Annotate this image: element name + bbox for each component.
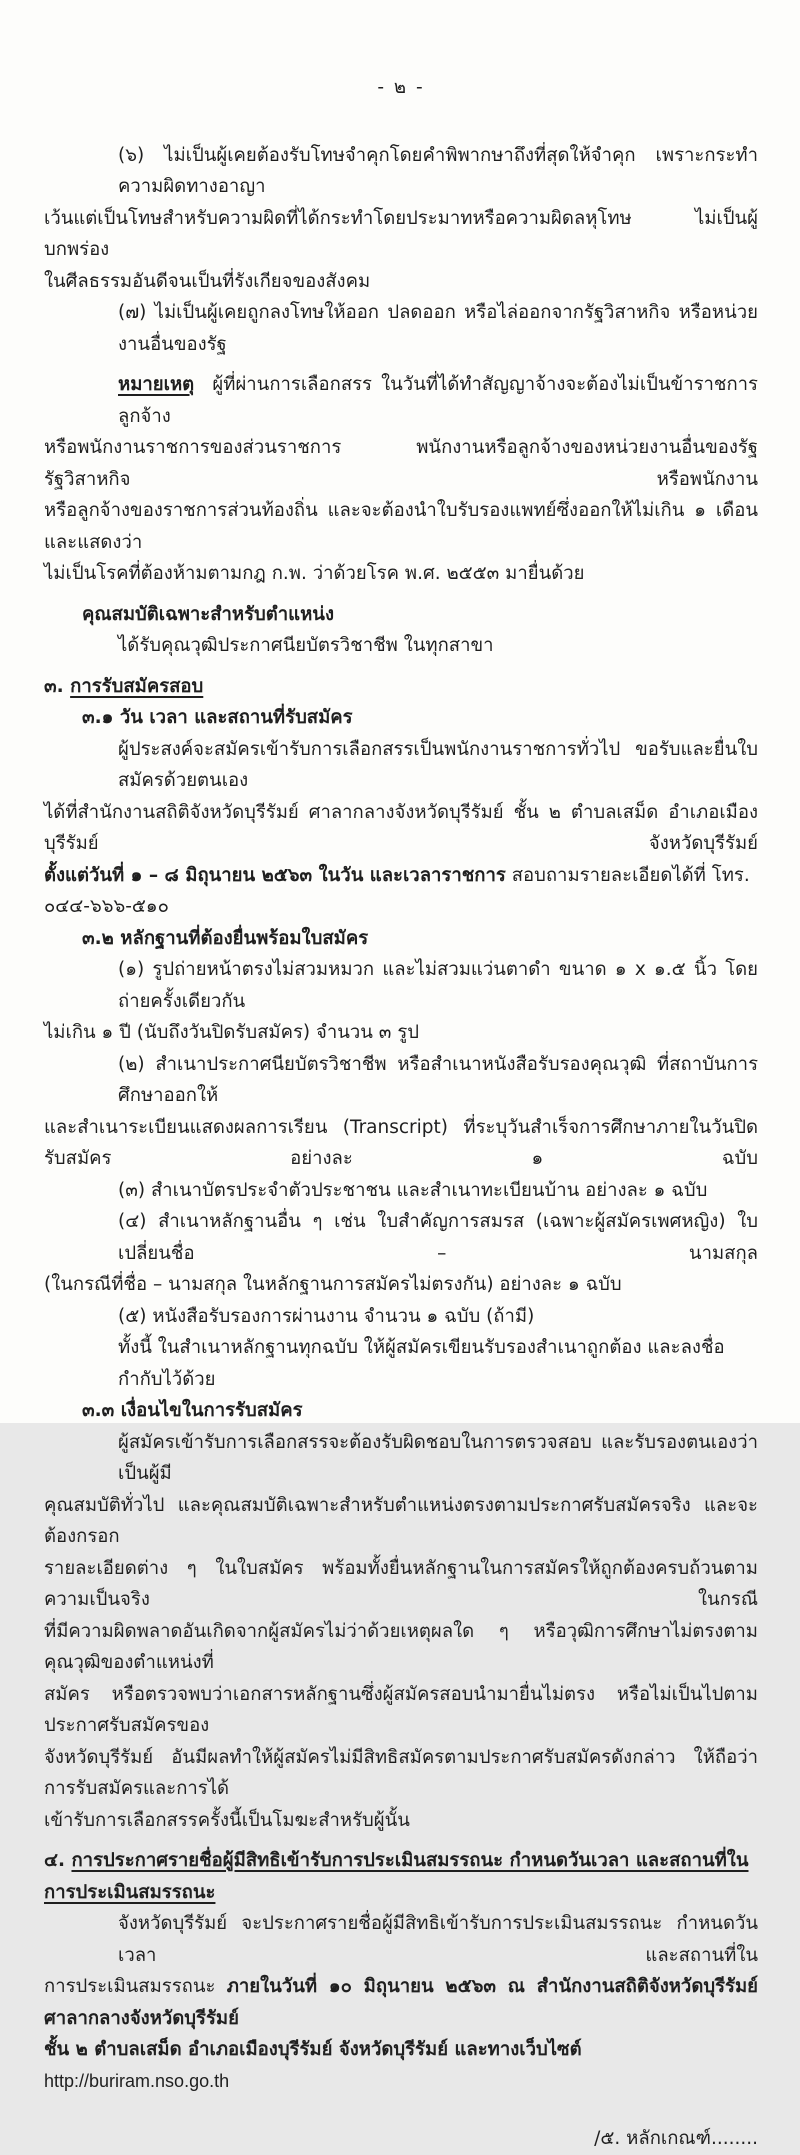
text-run: ๓. (44, 675, 71, 697)
remark-line (44, 495, 764, 558)
text-run: (๖) ไม่เป็นผู้เคยต้องรับโทษจำคุกโดยคำพิพากษาถึงที่สุดให้จำคุก เพราะกระทำความผิดทางอาญา (118, 144, 758, 197)
section-3-3-line (44, 1679, 758, 1742)
text-run: จังหวัดบุรีรัมย์ จะประกาศรายชื่อผู้มีสิทธิเข้ารับการประเมินสมรรถนะ กำหนดวัน เวลา และสถานที่ใน (118, 1913, 764, 1966)
text-run: การประกาศรายชื่อผู้มีสิทธิเข้ารับการประเมินสมรรถนะ กำหนดวันเวลา และสถานที่ในการประเมินสมรรถนะ (44, 1850, 749, 1903)
clause-6-line (44, 140, 758, 203)
text-run: เข้ารับการเลือกสรรครั้งนี้เป็นโมฆะสำหรับผู้นั้น (44, 1809, 410, 1831)
specific-qualification-heading (44, 599, 758, 631)
section-4-line (44, 1908, 764, 1971)
document-item-2 (44, 1112, 758, 1175)
text-run: ภายในวันที่ ๑๐ มิถุนายน ๒๕๖๓ ณ สำนักงานสถิติจังหวัดบุรีรัมย์ ศาลากลางจังหวัดบุรีรัมย์ (44, 1976, 765, 2029)
text-run: ผู้ประสงค์จะสมัครเข้ารับการเลือกสรรเป็นพนักงานราชการทั่วไป ขอรับและยื่นใบสมัครด้วยตนเอง (118, 738, 758, 791)
section-3-2-heading (44, 923, 758, 955)
text-run: ได้ที่สำนักงานสถิติจังหวัดบุรีรัมย์ ศาลากลางจังหวัดบุรีรัมย์ ชั้น ๒ ตำบลเสม็ด อำเภอเมืองบุรีรัมย์ จังหวัดบุรีรัมย์ (44, 801, 758, 854)
text-run: ได้รับคุณวุฒิประกาศนียบัตรวิชาชีพ ในทุกสาขา (118, 635, 494, 656)
text-run: เว้นแต่เป็นโทษสำหรับความผิดที่ได้กระทำโดยประมาทหรือความผิดลหุโทษ ไม่เป็นผู้บกพร่อง (44, 207, 758, 260)
text-run: สมัคร หรือตรวจพบว่าเอกสารหลักฐานซึ่งผู้สมัครสอบนำมายื่นไม่ตรง หรือไม่เป็นไปตามประกาศรับสมัครของ (44, 1683, 758, 1736)
clause-6-line (44, 203, 758, 266)
section-3-3-line (44, 1742, 758, 1805)
document-item-5 (44, 1301, 758, 1333)
text-run: /๕. หลักเกณฑ์........ (594, 2128, 758, 2149)
text-run: การรับสมัครสอบ (70, 675, 204, 697)
text-run: จังหวัดบุรีรัมย์ อันมีผลทำให้ผู้สมัครไม่มีสิทธิสมัครตามประกาศรับสมัครดังกล่าว ให้ถือว่าการรับสมัครและการได้ (44, 1746, 758, 1799)
document-item-4 (44, 1269, 758, 1301)
text-run: การประเมินสมรรถนะ (44, 1976, 227, 1997)
website-url-text: http://buriram.nso.go.th (44, 2070, 230, 2091)
text-run: ที่มีความผิดพลาดอันเกิดจากผู้สมัครไม่ว่าด้วยเหตุผลใด ๆ หรือวุฒิการศึกษาไม่ตรงตามคุณวุฒิของตำแหน่งที่ (44, 1620, 758, 1673)
text-run: (๑) รูปถ่ายหน้าตรงไม่สวมหมวก และไม่สวมแว่นตาดำ ขนาด ๑ x ๑.๕ นิ้ว โดยถ่ายครั้งเดียวกัน (118, 959, 758, 1012)
document-item-1 (44, 954, 758, 1017)
section-3-1-heading (44, 702, 758, 734)
document-item-4 (44, 1206, 758, 1269)
text-run: ไม่เป็นโรคที่ต้องห้ามตามกฎ ก.พ. ว่าด้วยโรค พ.ศ. ๒๕๕๓ มายื่นด้วย (44, 563, 585, 584)
section-3-3-line (44, 1616, 758, 1679)
text-run: ๓.๓ เงื่อนไขในการรับสมัคร (82, 1400, 303, 1421)
text-run: ตั้งแต่วันที่ ๑ – ๘ มิถุนายน ๒๕๖๓ ในวัน และเวลาราชการ (44, 864, 506, 886)
section-3-3-line (44, 1805, 758, 1837)
document-content (44, 72, 765, 2155)
text-run: ๔. (44, 1850, 72, 1871)
section-3-1-line (44, 734, 758, 797)
text-run: ผู้ที่ผ่านการเลือกสรร ในวันที่ได้ทำสัญญาจ้างจะต้องไม่เป็นข้าราชการ ลูกจ้าง (118, 374, 764, 427)
text-run: ในศีลธรรมอันดีจนเป็นที่รังเกียจของสังคม (44, 270, 371, 292)
section-3-3-line (44, 1427, 758, 1490)
text-run: (ในกรณีที่ชื่อ – นามสกุล ในหลักฐานการสมัครไม่ตรงกัน) อย่างละ ๑ ฉบับ (44, 1274, 622, 1295)
text-run: หรือลูกจ้างของราชการส่วนท้องถิ่น และจะต้องนำใบรับรองแพทย์ซึ่งออกให้ไม่เกิน ๑ เดือน และแสดงว่า (44, 500, 764, 553)
clause-6-line (44, 266, 758, 298)
text-run: สอบถามรายละเอียดได้ที่ โทร. ๐๔๔-๖๖๖-๕๑๐ (44, 864, 756, 917)
text-run: - ๒ - (377, 77, 425, 98)
continuation-note (44, 2123, 758, 2155)
specific-qualification-line (44, 630, 758, 662)
text-run: และสำเนาระเบียนแสดงผลการเรียน (Transcript) ที่ระบุวันสำเร็จการศึกษาภายในวันปิดรับสมัคร อย่างละ ๑ ฉบับ (44, 1116, 758, 1169)
section-3-1-line (44, 860, 758, 923)
text-run: คุณสมบัติทั่วไป และคุณสมบัติเฉพาะสำหรับตำแหน่งตรงตามประกาศรับสมัครจริง และจะต้องกรอก (44, 1494, 758, 1547)
text-run: หมายเหตุ (118, 374, 195, 395)
page-number (44, 72, 758, 104)
text-run: รายละเอียดต่าง ๆ ในใบสมัคร พร้อมทั้งยื่นหลักฐานในการสมัครให้ถูกต้องครบถ้วนตามความเป็นจริง ในกรณี (44, 1557, 758, 1610)
text-run: ไม่เกิน ๑ ปี (นับถึงวันปิดรับสมัคร) จำนวน ๓ รูป (44, 1022, 420, 1043)
section-4-line (44, 2034, 758, 2097)
section-4-line (44, 1971, 765, 2034)
text-run: คุณสมบัติเฉพาะสำหรับตำแหน่ง (82, 603, 334, 625)
section-4-heading (44, 1845, 758, 1908)
remark-line (44, 432, 764, 495)
remark-line (44, 369, 764, 432)
text-run: (๒) สำเนาประกาศนียบัตรวิชาชีพ หรือสำเนาหนังสือรับรองคุณวุฒิ ที่สถาบันการศึกษาออกให้ (118, 1053, 758, 1106)
remark-line (44, 558, 758, 590)
text-run: หรือพนักงานราชการของส่วนราชการ พนักงานหรือลูกจ้างของหน่วยงานอื่นของรัฐ รัฐวิสาหกิจ หรือพนักงาน (44, 437, 764, 490)
section-3-3-line (44, 1490, 758, 1553)
document-item-1 (44, 1017, 758, 1049)
section-3-1-line (44, 797, 758, 860)
section-3-heading (44, 671, 758, 703)
text-run: ผู้สมัครเข้ารับการเลือกสรรจะต้องรับผิดชอบในการตรวจสอบ และรับรองตนเองว่าเป็นผู้มี (118, 1431, 758, 1484)
text-run: ทั้งนี้ ในสำเนาหลักฐานทุกฉบับ ให้ผู้สมัครเขียนรับรองสำเนาถูกต้อง และลงชื่อกำกับไว้ด้วย (118, 1337, 725, 1390)
text-run: (๔) สำเนาหลักฐานอื่น ๆ เช่น ใบสำคัญการสมรส (เฉพาะผู้สมัครเพศหญิง) ใบเปลี่ยนชื่อ – นามสกุล (118, 1211, 758, 1264)
text-run: ชั้น ๒ ตำบลเสม็ด อำเภอเมืองบุรีรัมย์ จังหวัดบุรีรัมย์ และทางเว็บไซต์ (44, 2039, 595, 2060)
certify-copy-line (44, 1332, 758, 1395)
text-run: ๓.๒ หลักฐานที่ต้องยื่นพร้อมใบสมัคร (82, 927, 369, 949)
text-run: (๗) ไม่เป็นผู้เคยถูกลงโทษให้ออก ปลดออก หรือไล่ออกจากรัฐวิสาหกิจ หรือหน่วยงานอื่นของรัฐ (118, 302, 758, 355)
section-3-3-heading (44, 1395, 758, 1427)
text-run: (๕) หนังสือรับรองการผ่านงาน จำนวน ๑ ฉบับ (ถ้ามี) (118, 1305, 535, 1327)
text-run: ๓.๑ วัน เวลา และสถานที่รับสมัคร (82, 707, 353, 728)
text-run: (๓) สำเนาบัตรประจำตัวประชาชน และสำเนาทะเบียนบ้าน อย่างละ ๑ ฉบับ (118, 1179, 708, 1201)
clause-7-line (44, 297, 758, 360)
section-3-3-line (44, 1553, 758, 1616)
document-item-2 (44, 1049, 758, 1112)
document-item-3 (44, 1175, 758, 1207)
